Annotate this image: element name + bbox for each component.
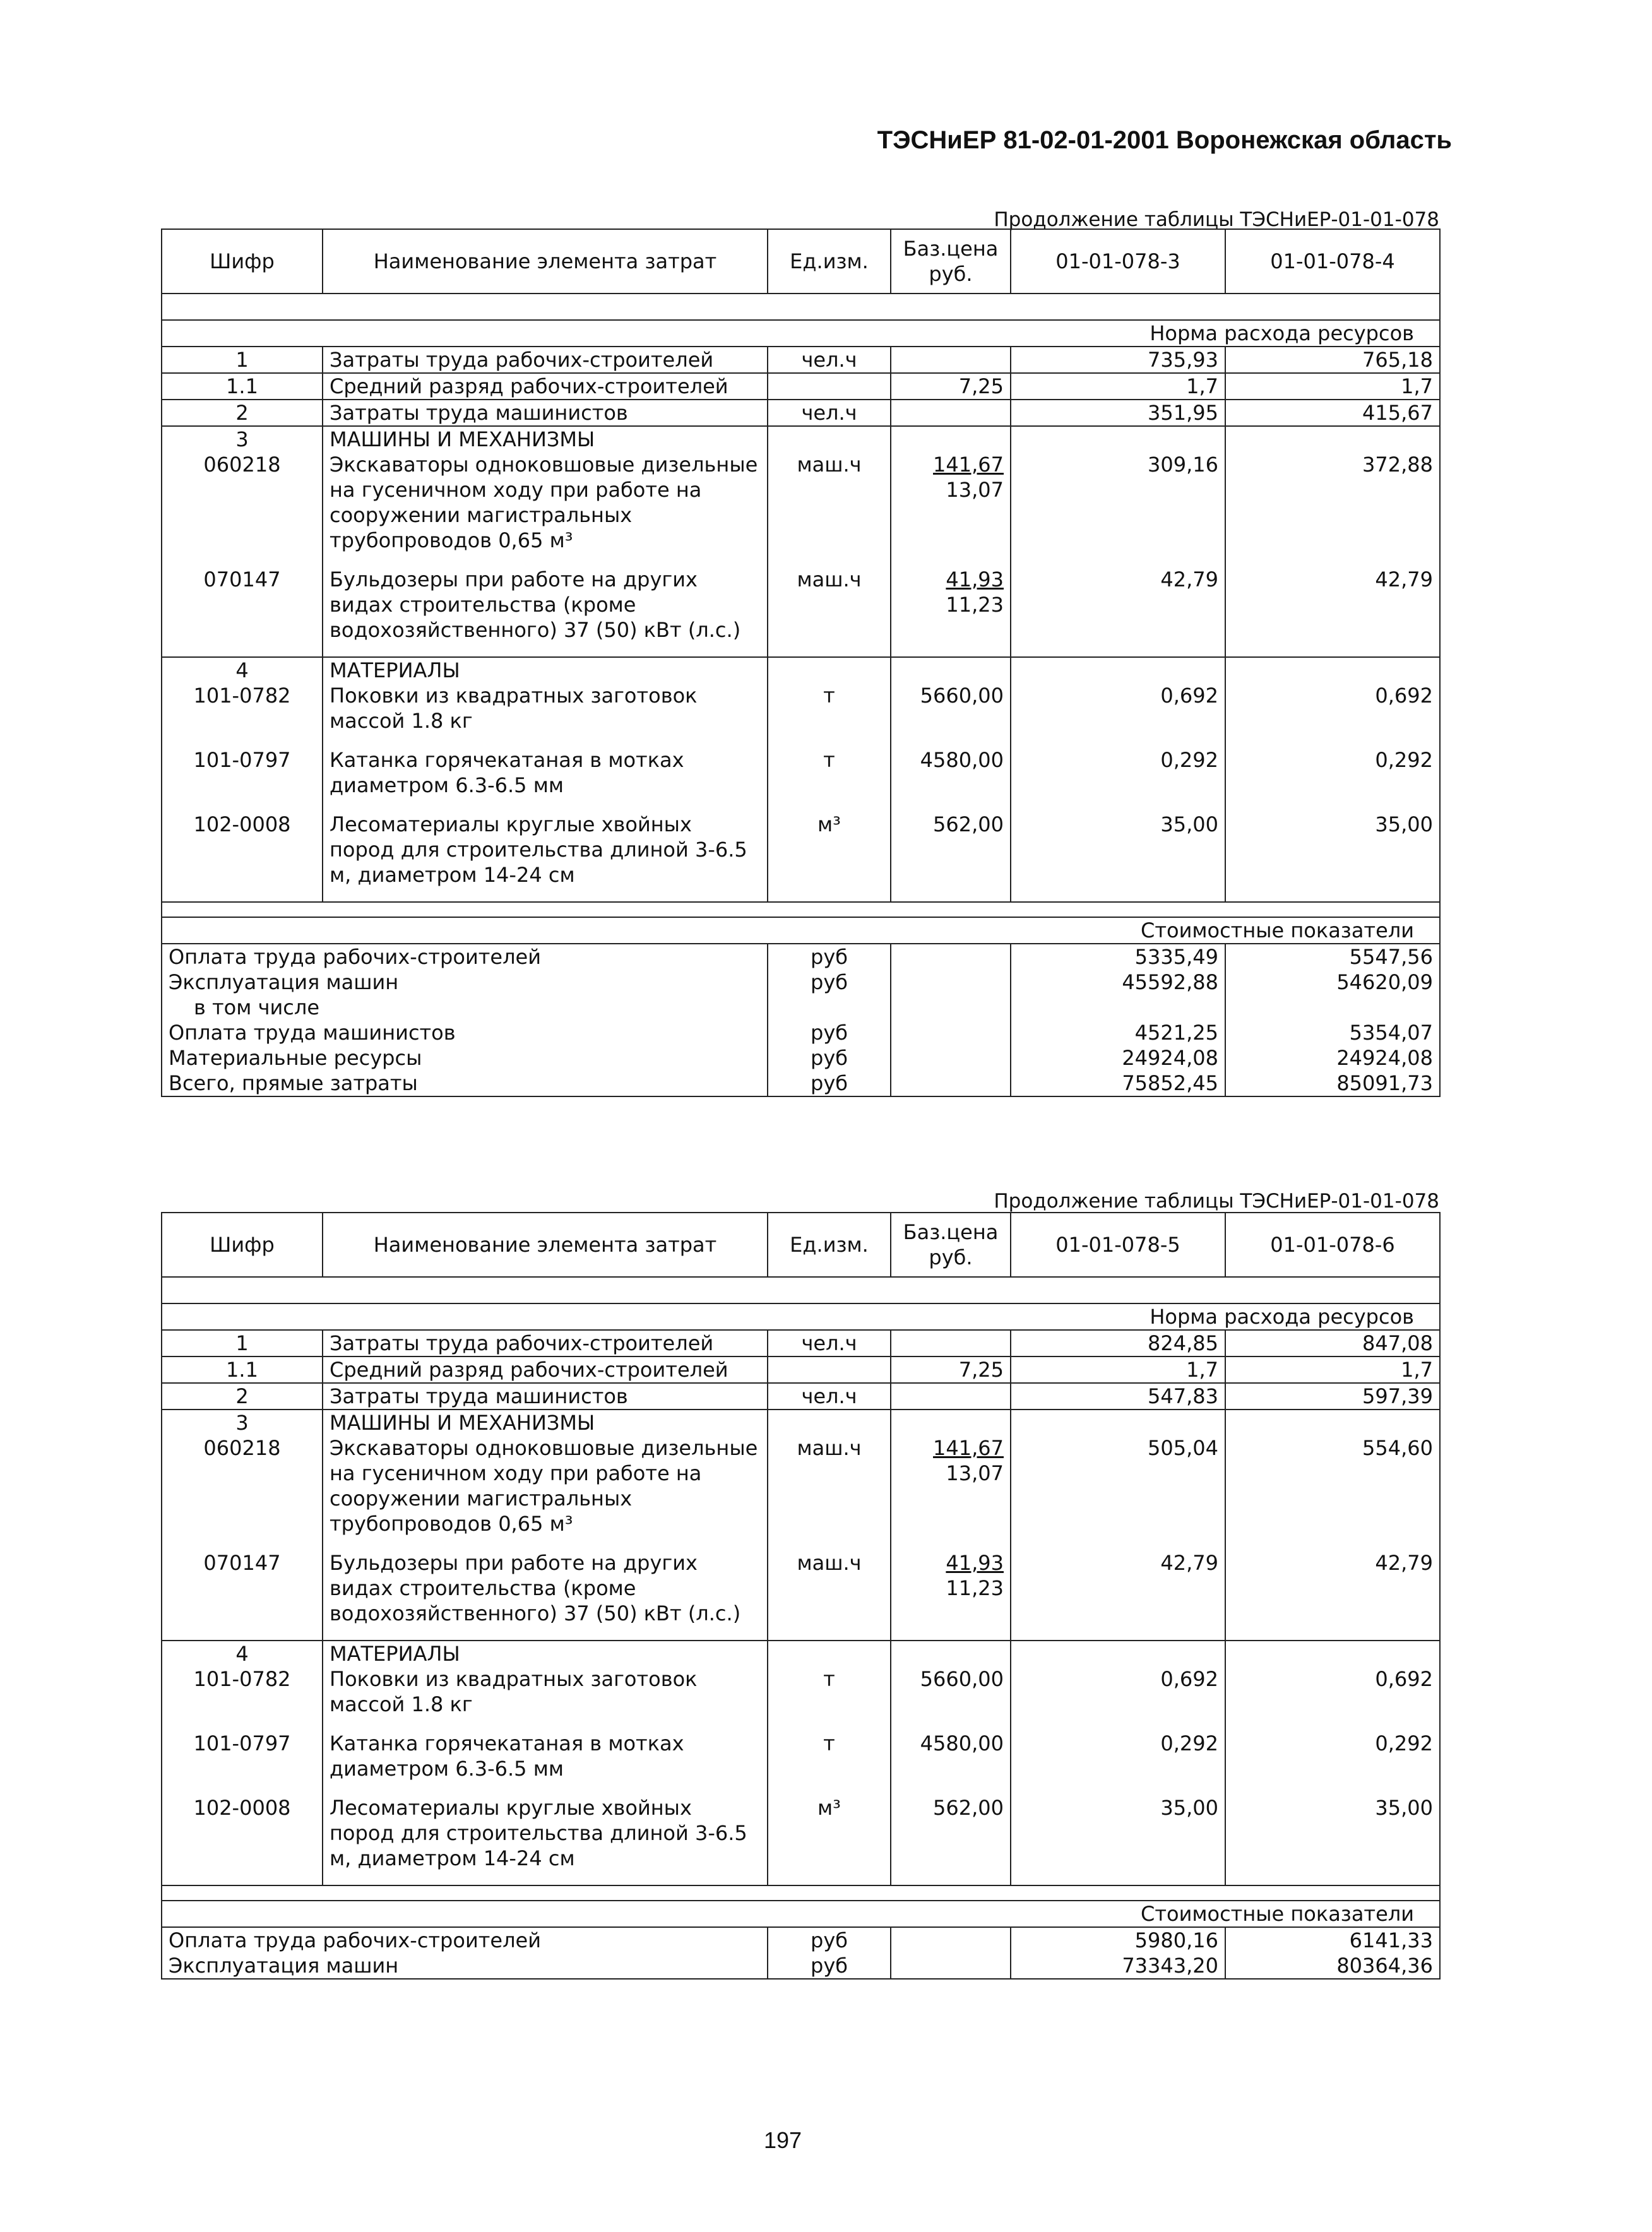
row-norm-value-2: 42,79 (1225, 567, 1440, 657)
spacer-cell (1225, 1277, 1440, 1303)
summary-value-1: 5335,49 (1011, 944, 1225, 970)
table-row (162, 1410, 1440, 1435)
row-unit (768, 373, 891, 400)
row-norm-value-1 (1011, 657, 1225, 683)
row-name: Затраты труда машинистов (323, 400, 768, 426)
row-norm-value-2: 1,7 (1225, 1356, 1440, 1383)
summary-unit: руб (768, 1045, 891, 1071)
row-norm-value-2: 0,292 (1225, 1731, 1440, 1795)
summary-row (162, 1020, 1440, 1045)
row-price (891, 1330, 1011, 1356)
table-row (162, 683, 1440, 747)
row-norm-value-1: 35,00 (1011, 812, 1225, 902)
spacer-cell (1225, 294, 1440, 320)
row-unit: т (768, 683, 891, 747)
table-row (162, 567, 1440, 657)
col-header-code: Шифр (162, 1213, 323, 1277)
summary-unit: руб (768, 944, 891, 970)
row-code: 102-0008 (162, 1795, 323, 1885)
summary-unit (768, 995, 891, 1020)
norm-section-label: Норма расхода ресурсов (162, 1303, 1440, 1330)
table-row (162, 747, 1440, 812)
row-price (891, 1435, 1011, 1550)
row-name: Затраты труда машинистов (323, 1383, 768, 1410)
row-code: 1.1 (162, 1356, 323, 1383)
spacer-cell (768, 902, 891, 917)
row-norm-value-1: 42,79 (1011, 567, 1225, 657)
row-name: Бульдозеры при работе на других видах строительства (кроме водохозяйственного) 37 (50) кВт (л.с.) (323, 567, 768, 657)
summary-value-2: 6141,33 (1225, 1927, 1440, 1953)
row-norm-value-1: 0,292 (1011, 747, 1225, 812)
row-unit (768, 1410, 891, 1435)
price-salary-value: 13,07 (946, 478, 1004, 502)
row-code: 2 (162, 1383, 323, 1410)
summary-row (162, 995, 1440, 1020)
row-name: Затраты труда рабочих-строителей (323, 347, 768, 373)
price-value: 141,67 (933, 453, 1004, 477)
spacer-cell (162, 1885, 323, 1901)
row-norm-value-2: 1,7 (1225, 373, 1440, 400)
summary-price-empty (891, 970, 1011, 995)
row-price: 4580,00 (891, 747, 1011, 812)
row-norm-value-2: 554,60 (1225, 1435, 1440, 1550)
row-norm-value-1 (1011, 426, 1225, 452)
table-caption: Продолжение таблицы ТЭСНиЕР-01-01-078 (994, 208, 1439, 231)
spacer-cell (1225, 902, 1440, 917)
summary-value-1: 45592,88 (1011, 970, 1225, 995)
spacer-cell (891, 1277, 1011, 1303)
row-code: 101-0782 (162, 683, 323, 747)
row-norm-value-2: 42,79 (1225, 1550, 1440, 1641)
row-name: Лесоматериалы круглые хвойных пород для строительства длиной 3-6.5 м, диаметром 14-24 см (323, 1795, 768, 1885)
row-price: 4580,00 (891, 1731, 1011, 1795)
row-name: Лесоматериалы круглые хвойных пород для строительства длиной 3-6.5 м, диаметром 14-24 см (323, 812, 768, 902)
spacer-cell (323, 294, 768, 320)
row-price (891, 657, 1011, 683)
row-unit: м³ (768, 1795, 891, 1885)
row-price: 562,00 (891, 812, 1011, 902)
row-unit: м³ (768, 812, 891, 902)
row-price: 7,25 (891, 1356, 1011, 1383)
price-value: 41,93 (946, 567, 1004, 591)
row-norm-value-1 (1011, 1410, 1225, 1435)
row-norm-value-2: 0,292 (1225, 747, 1440, 812)
table-row (162, 373, 1440, 400)
cost-section-label: Стоимостные показатели (162, 917, 1440, 944)
summary-value-2: 5547,56 (1225, 944, 1440, 970)
row-norm-value-2: 35,00 (1225, 812, 1440, 902)
row-unit: т (768, 1666, 891, 1731)
row-price (891, 400, 1011, 426)
row-norm-value-2: 765,18 (1225, 347, 1440, 373)
summary-name: в том числе (162, 995, 768, 1020)
summary-price-empty (891, 1927, 1011, 1953)
row-price (891, 347, 1011, 373)
spacer-cell (162, 294, 323, 320)
row-unit (768, 657, 891, 683)
row-price (891, 1550, 1011, 1641)
summary-value-2: 85091,73 (1225, 1071, 1440, 1096)
row-price: 5660,00 (891, 1666, 1011, 1731)
row-code: 3 (162, 1410, 323, 1435)
row-name: МАТЕРИАЛЫ (323, 657, 768, 683)
spacer-cell (768, 1277, 891, 1303)
row-name: Поковки из квадратных заготовок массой 1.8 кг (323, 683, 768, 747)
row-name: МАШИНЫ И МЕХАНИЗМЫ (323, 1410, 768, 1435)
row-norm-value-1: 1,7 (1011, 1356, 1225, 1383)
summary-price-empty (891, 1953, 1011, 1979)
row-norm-value-1: 42,79 (1011, 1550, 1225, 1641)
row-name: Средний разряд рабочих-строителей (323, 1356, 768, 1383)
row-price: 562,00 (891, 1795, 1011, 1885)
spacer-cell (323, 1885, 768, 1901)
col-header-price: Баз.цена руб. (891, 229, 1011, 294)
spacer-cell (323, 902, 768, 917)
summary-value-1: 73343,20 (1011, 1953, 1225, 1979)
row-unit: чел.ч (768, 1330, 891, 1356)
price-salary-value: 13,07 (946, 1461, 1004, 1485)
row-norm-value-2 (1225, 1641, 1440, 1666)
row-norm-value-1: 824,85 (1011, 1330, 1225, 1356)
row-code: 060218 (162, 452, 323, 567)
col-header-unit: Ед.изм. (768, 229, 891, 294)
row-code: 101-0797 (162, 1731, 323, 1795)
summary-value-2: 24924,08 (1225, 1045, 1440, 1071)
summary-value-1: 24924,08 (1011, 1045, 1225, 1071)
summary-name: Материальные ресурсы (162, 1045, 768, 1071)
summary-row (162, 1927, 1440, 1953)
summary-unit: руб (768, 1927, 891, 1953)
summary-value-2 (1225, 995, 1440, 1020)
summary-row (162, 1045, 1440, 1071)
price-salary-value: 11,23 (946, 593, 1004, 617)
summary-price-empty (891, 1071, 1011, 1096)
row-unit: чел.ч (768, 400, 891, 426)
col-header-name: Наименование элемента затрат (323, 229, 768, 294)
row-unit: маш.ч (768, 1550, 891, 1641)
summary-name: Эксплуатация машин (162, 970, 768, 995)
table-row (162, 1435, 1440, 1550)
summary-value-2: 5354,07 (1225, 1020, 1440, 1045)
row-code: 102-0008 (162, 812, 323, 902)
summary-unit: руб (768, 1953, 891, 1979)
row-price (891, 1641, 1011, 1666)
row-name: Поковки из квадратных заготовок массой 1.8 кг (323, 1666, 768, 1731)
resource-norm-table (161, 229, 1441, 1097)
summary-price-empty (891, 995, 1011, 1020)
row-price (891, 1410, 1011, 1435)
col-header-name: Наименование элемента затрат (323, 1213, 768, 1277)
table-row (162, 812, 1440, 902)
row-unit: т (768, 1731, 891, 1795)
row-code: 3 (162, 426, 323, 452)
row-code: 1.1 (162, 373, 323, 400)
row-norm-value-2 (1225, 426, 1440, 452)
summary-value-1 (1011, 995, 1225, 1020)
row-price: 5660,00 (891, 683, 1011, 747)
col-header-norm-2: 01-01-078-6 (1225, 1213, 1440, 1277)
table-row (162, 1641, 1440, 1666)
row-name: Экскаваторы одноковшовые дизельные на гусеничном ходу при работе на сооружении магистральных трубопроводов 0,65 м³ (323, 1435, 768, 1550)
row-unit (768, 1356, 891, 1383)
summary-value-1: 5980,16 (1011, 1927, 1225, 1953)
spacer-cell (1011, 294, 1225, 320)
spacer-cell (1011, 1277, 1225, 1303)
col-header-unit: Ед.изм. (768, 1213, 891, 1277)
row-norm-value-2: 0,692 (1225, 1666, 1440, 1731)
summary-name: Оплата труда рабочих-строителей (162, 944, 768, 970)
row-code: 1 (162, 347, 323, 373)
table-caption: Продолжение таблицы ТЭСНиЕР-01-01-078 (994, 1190, 1439, 1213)
summary-unit: руб (768, 970, 891, 995)
row-norm-value-2: 372,88 (1225, 452, 1440, 567)
row-name: МАШИНЫ И МЕХАНИЗМЫ (323, 426, 768, 452)
table-row (162, 426, 1440, 452)
row-unit: маш.ч (768, 1435, 891, 1550)
row-norm-value-1: 309,16 (1011, 452, 1225, 567)
price-salary-value: 11,23 (946, 1576, 1004, 1600)
spacer-cell (162, 902, 323, 917)
row-norm-value-1: 351,95 (1011, 400, 1225, 426)
table-row (162, 347, 1440, 373)
row-unit: т (768, 747, 891, 812)
row-price: 7,25 (891, 373, 1011, 400)
row-norm-value-2: 35,00 (1225, 1795, 1440, 1885)
row-unit (768, 1641, 891, 1666)
norm-section-label: Норма расхода ресурсов (162, 320, 1440, 347)
summary-name: Оплата труда рабочих-строителей (162, 1927, 768, 1953)
row-unit: чел.ч (768, 1383, 891, 1410)
col-header-norm-1: 01-01-078-5 (1011, 1213, 1225, 1277)
row-price (891, 1383, 1011, 1410)
price-value: 141,67 (933, 1436, 1004, 1460)
cost-section-label: Стоимостные показатели (162, 1901, 1440, 1927)
col-header-code: Шифр (162, 229, 323, 294)
row-norm-value-1: 735,93 (1011, 347, 1225, 373)
row-code: 070147 (162, 1550, 323, 1641)
table-row (162, 657, 1440, 683)
row-unit: маш.ч (768, 567, 891, 657)
summary-value-1: 75852,45 (1011, 1071, 1225, 1096)
row-name: Катанка горячекатаная в мотках диаметром 6.3-6.5 мм (323, 1731, 768, 1795)
spacer-cell (162, 1277, 323, 1303)
spacer-cell (768, 294, 891, 320)
resource-norm-table (161, 1212, 1441, 1980)
row-norm-value-1: 547,83 (1011, 1383, 1225, 1410)
row-norm-value-2: 0,692 (1225, 683, 1440, 747)
spacer-cell (323, 1277, 768, 1303)
summary-price-empty (891, 1045, 1011, 1071)
row-norm-value-1: 0,292 (1011, 1731, 1225, 1795)
row-norm-value-2 (1225, 1410, 1440, 1435)
table-row (162, 452, 1440, 567)
spacer-cell (891, 1885, 1011, 1901)
document-header-title: ТЭСНиЕР 81-02-01-2001 Воронежская область (877, 126, 1452, 154)
row-name: Экскаваторы одноковшовые дизельные на гусеничном ходу при работе на сооружении магистральных трубопроводов 0,65 м³ (323, 452, 768, 567)
summary-unit: руб (768, 1071, 891, 1096)
row-norm-value-1: 0,692 (1011, 1666, 1225, 1731)
row-name: Катанка горячекатаная в мотках диаметром 6.3-6.5 мм (323, 747, 768, 812)
row-name: Затраты труда рабочих-строителей (323, 1330, 768, 1356)
row-norm-value-1: 505,04 (1011, 1435, 1225, 1550)
summary-unit: руб (768, 1020, 891, 1045)
summary-name: Эксплуатация машин (162, 1953, 768, 1979)
table-row (162, 1731, 1440, 1795)
spacer-cell (1011, 1885, 1225, 1901)
row-code: 060218 (162, 1435, 323, 1550)
table-row (162, 1550, 1440, 1641)
summary-row (162, 1071, 1440, 1096)
row-norm-value-2: 847,08 (1225, 1330, 1440, 1356)
summary-value-2: 54620,09 (1225, 970, 1440, 995)
spacer-cell (891, 294, 1011, 320)
table-row (162, 1383, 1440, 1410)
summary-price-empty (891, 1020, 1011, 1045)
table-row (162, 400, 1440, 426)
summary-name: Оплата труда машинистов (162, 1020, 768, 1045)
summary-row (162, 944, 1440, 970)
summary-price-empty (891, 944, 1011, 970)
col-header-norm-2: 01-01-078-4 (1225, 229, 1440, 294)
row-norm-value-2: 415,67 (1225, 400, 1440, 426)
row-code: 2 (162, 400, 323, 426)
table-row (162, 1356, 1440, 1383)
page-number: 197 (763, 2127, 802, 2153)
spacer-cell (891, 902, 1011, 917)
table-row (162, 1795, 1440, 1885)
spacer-cell (768, 1885, 891, 1901)
row-code: 4 (162, 657, 323, 683)
row-code: 101-0782 (162, 1666, 323, 1731)
row-norm-value-1: 1,7 (1011, 373, 1225, 400)
row-name: Бульдозеры при работе на других видах строительства (кроме водохозяйственного) 37 (50) кВт (л.с.) (323, 1550, 768, 1641)
table-row (162, 1666, 1440, 1731)
summary-name: Всего, прямые затраты (162, 1071, 768, 1096)
row-name: МАТЕРИАЛЫ (323, 1641, 768, 1666)
col-header-price: Баз.цена руб. (891, 1213, 1011, 1277)
row-price (891, 452, 1011, 567)
summary-value-2: 80364,36 (1225, 1953, 1440, 1979)
row-code: 070147 (162, 567, 323, 657)
row-unit: маш.ч (768, 452, 891, 567)
row-unit (768, 426, 891, 452)
spacer-cell (1225, 1885, 1440, 1901)
table-row (162, 1330, 1440, 1356)
summary-row (162, 970, 1440, 995)
spacer-cell (1011, 902, 1225, 917)
row-name: Средний разряд рабочих-строителей (323, 373, 768, 400)
row-code: 4 (162, 1641, 323, 1666)
col-header-norm-1: 01-01-078-3 (1011, 229, 1225, 294)
row-code: 101-0797 (162, 747, 323, 812)
price-value: 41,93 (946, 1551, 1004, 1575)
row-norm-value-2 (1225, 657, 1440, 683)
row-price (891, 567, 1011, 657)
row-norm-value-1: 35,00 (1011, 1795, 1225, 1885)
summary-value-1: 4521,25 (1011, 1020, 1225, 1045)
row-norm-value-1: 0,692 (1011, 683, 1225, 747)
summary-row (162, 1953, 1440, 1979)
row-price (891, 426, 1011, 452)
row-unit: чел.ч (768, 347, 891, 373)
row-norm-value-2: 597,39 (1225, 1383, 1440, 1410)
row-code: 1 (162, 1330, 323, 1356)
row-norm-value-1 (1011, 1641, 1225, 1666)
